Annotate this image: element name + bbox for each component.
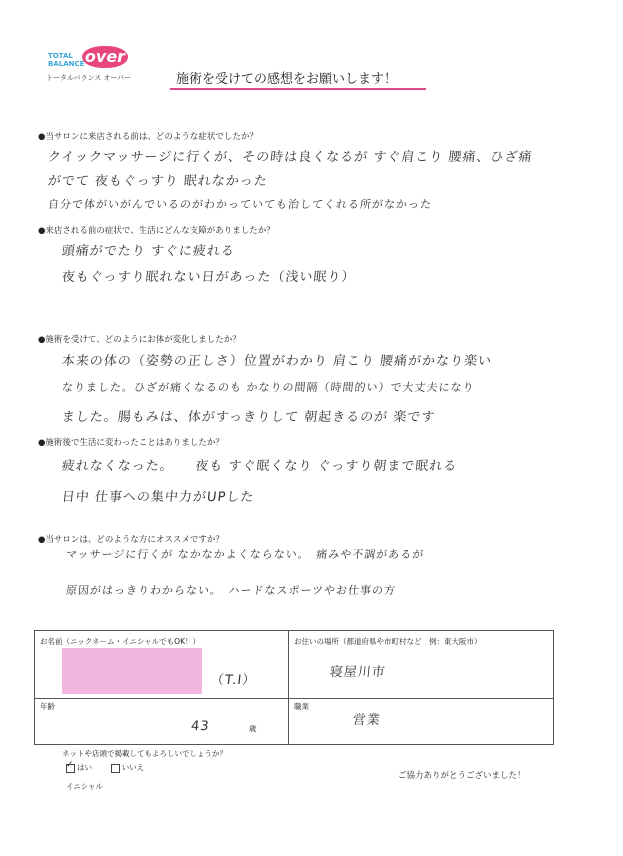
thanks-message: ご協力ありがとうございました！ (398, 771, 526, 781)
brand-logo (42, 40, 152, 88)
title-underline (170, 88, 426, 90)
consent-no-checkbox[interactable] (111, 764, 120, 773)
question-3: ●施術を受けて、どのようにお体が変化しましたか？ (38, 335, 241, 345)
answer-4-line-2: 日中 仕事への集中力がUPした (61, 490, 256, 505)
consent-yes-checkbox[interactable] (66, 764, 75, 773)
table-horizontal-divider (35, 698, 553, 699)
consent-question: ネットや店頭で掲載してもよろしいでしょうか？ (62, 749, 227, 758)
question-5: ●当サロンは、どのような方にオススメですか？ (38, 535, 224, 545)
question-1: ●当サロンに来店される前は、どのような症状でしたか？ (38, 132, 258, 142)
answer-1-line-3: 自分で体がいがんでいるのがわかっていても治してくれる所がなかった (47, 198, 433, 211)
answer-1-line-1: クイックマッサージに行くが、その時は良くなるが すぐ肩こり 腰痛、ひざ痛 (47, 150, 534, 165)
consent-note: イニシャル (66, 782, 104, 791)
consent-yes-label: はい (77, 763, 92, 772)
consent-options (66, 762, 144, 773)
logo-subtitle: トータルバランス オーバー (46, 74, 132, 82)
answer-5-line-2: 原因がはっきりわからない。 ハードなスポーツやお仕事の方 (65, 584, 397, 597)
age-value: 43 (190, 719, 211, 734)
privacy-redaction-block (62, 648, 202, 694)
page-title: 施術を受けての感想をお願いします！ (176, 72, 398, 87)
name-label: お名前（ニックネーム・イニシャルでもOK！） (40, 637, 200, 646)
answer-2-line-1: 頭痛がでたり すぐに疲れる (61, 244, 236, 259)
answer-4-line-1: 疲れなくなった。 夜も すぐ眠くなり ぐっすり朝まで眠れる (61, 459, 459, 474)
answer-3-line-1: 本来の体の（姿勢の正しさ）位置がわかり 肩こり 腰痛がかなり楽い (61, 354, 493, 369)
age-unit: 歳 (249, 724, 257, 733)
location-value: 寝屋川市 (329, 665, 387, 680)
consent-no-label: いいえ (121, 763, 145, 772)
answer-3-line-3: ました。腸もみは、体がすっきりして 朝起きるのが 楽です (61, 410, 437, 425)
answer-3-line-2: なりました。ひざが痛くなるのも かなりの間隔（時間的い）で大丈夫になり (61, 381, 476, 394)
job-value: 営業 (352, 713, 382, 728)
age-label: 年齢 (40, 702, 55, 711)
logo-total-text (48, 52, 84, 68)
table-vertical-divider (288, 631, 289, 744)
logo-line1: TOTAL (48, 52, 73, 60)
name-value: （T.I） (210, 673, 257, 688)
answer-1-line-2: がでて 夜もぐっすり 眠れなかった (47, 174, 269, 189)
answer-5-line-1: マッサージに行くが なかなかよくならない。 痛みや不調があるが (65, 548, 425, 561)
job-label: 職業 (294, 702, 309, 711)
question-4: ●施術後で生活に変わったことはありましたか？ (38, 438, 224, 448)
answer-2-line-2: 夜もぐっすり眠れない日があった（浅い眠り） (61, 270, 357, 285)
location-label: お住いの場所（都道府県や市町村など 例：東大阪市） (294, 637, 482, 646)
logo-line2: BALANCE (48, 60, 85, 68)
question-2: ●来店される前の症状で、生活にどんな支障がありましたか？ (38, 226, 275, 236)
logo-brand-mark: over (82, 46, 128, 68)
